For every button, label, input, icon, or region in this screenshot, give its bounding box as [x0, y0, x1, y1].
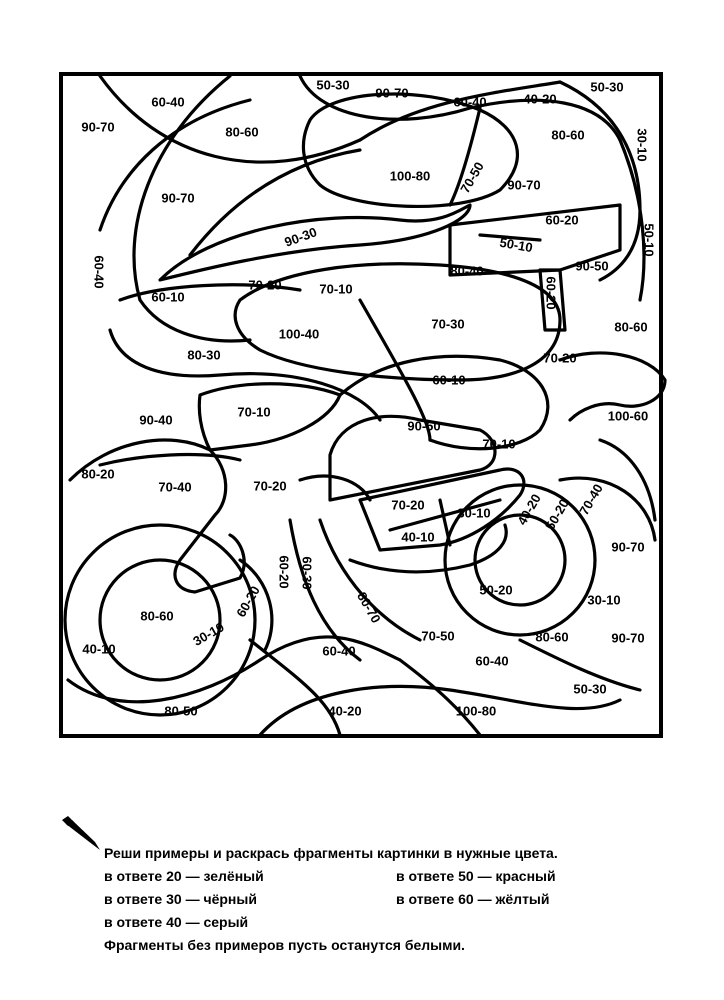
- instructions: [104, 842, 704, 957]
- region-label: 80-20: [81, 466, 115, 482]
- region-label: 40-20: [523, 91, 557, 107]
- region-label: 90-70: [375, 85, 409, 101]
- region-label: 90-70: [611, 630, 645, 646]
- region-label: 80-50: [164, 703, 198, 719]
- region-label: 100-80: [455, 703, 497, 719]
- region-label: 100-60: [607, 408, 649, 424]
- region-label: 40-20: [328, 703, 362, 719]
- region-label: 90-70: [81, 119, 115, 135]
- region-label: 60-30: [299, 556, 315, 590]
- region-label: 50-30: [590, 79, 624, 95]
- region-label: 50-20: [542, 496, 572, 533]
- region-label: 80-60: [614, 319, 648, 335]
- region-label: 80-70: [354, 589, 384, 626]
- region-label: 70-20: [248, 277, 282, 293]
- region-label: 80-60: [535, 629, 569, 645]
- region-labels: [81, 77, 656, 718]
- region-label: 60-10: [432, 372, 466, 388]
- region-label: 60-20: [276, 555, 292, 589]
- region-label: 60-40: [475, 653, 509, 669]
- region-label: 50-30: [573, 681, 607, 697]
- region-label: 60-40: [91, 255, 107, 289]
- rule-60: в ответе 60 — жёлтый: [396, 891, 550, 907]
- region-label: 90-70: [611, 539, 645, 555]
- region-label: 90-30: [282, 224, 319, 250]
- motorcycle-outlines: [65, 76, 665, 735]
- region-label: 30-10: [190, 619, 227, 649]
- region-label: 70-30: [431, 316, 465, 332]
- rule-20: в ответе 20 — зелёный: [104, 868, 264, 884]
- region-label: 70-10: [319, 281, 353, 297]
- region-label: 70-10: [482, 436, 516, 452]
- region-label: 60-40: [453, 94, 487, 110]
- region-label: 60-20: [543, 276, 559, 310]
- region-label: 40-20: [514, 491, 544, 528]
- instructions-intro: Реши примеры и раскрась фрагменты картинки в нужные цвета.: [104, 845, 558, 861]
- region-label: 70-20: [543, 350, 577, 366]
- pencil-icon: [62, 816, 100, 850]
- rule-50: в ответе 50 — красный: [396, 868, 556, 884]
- region-label: 50-30: [316, 77, 350, 93]
- region-label: 60-20: [233, 583, 263, 620]
- region-label: 90-70: [507, 177, 541, 193]
- region-label: 50-10: [641, 223, 657, 257]
- region-label: 60-20: [545, 212, 579, 228]
- region-label: 60-40: [151, 94, 185, 110]
- region-label: 80-30: [187, 347, 221, 363]
- region-label: 70-20: [253, 478, 287, 494]
- region-label: 50-20: [479, 582, 513, 598]
- region-label: 90-50: [407, 418, 441, 434]
- region-label: 90-50: [575, 258, 609, 274]
- region-label: 100-80: [389, 168, 431, 184]
- region-label: 50-10: [498, 234, 534, 256]
- region-label: 30-10: [634, 128, 650, 162]
- region-label: 70-50: [457, 159, 487, 196]
- region-label: 70-40: [576, 481, 606, 518]
- region-label: 90-70: [161, 190, 195, 206]
- region-label: 30-10: [457, 505, 491, 521]
- region-label: 90-40: [139, 412, 173, 428]
- region-label: 100-40: [278, 326, 320, 342]
- region-label: 60-10: [151, 289, 185, 305]
- region-label: 70-20: [391, 497, 425, 513]
- rule-30: в ответе 30 — чёрный: [104, 891, 257, 907]
- region-label: 30-10: [587, 592, 621, 608]
- region-label: 80-60: [551, 127, 585, 143]
- instructions-outro: Фрагменты без примеров пусть останутся белыми.: [104, 937, 465, 953]
- region-label: 70-10: [237, 404, 271, 420]
- region-label: 80-40: [450, 263, 484, 279]
- region-label: 40-10: [401, 529, 435, 545]
- region-label: 40-10: [82, 641, 116, 657]
- region-label: 70-40: [158, 479, 192, 495]
- region-label: 70-50: [421, 628, 455, 644]
- region-label: 80-60: [225, 124, 259, 140]
- region-label: 60-40: [322, 643, 356, 659]
- rule-40: в ответе 40 — серый: [104, 914, 249, 930]
- region-label: 80-60: [140, 608, 174, 624]
